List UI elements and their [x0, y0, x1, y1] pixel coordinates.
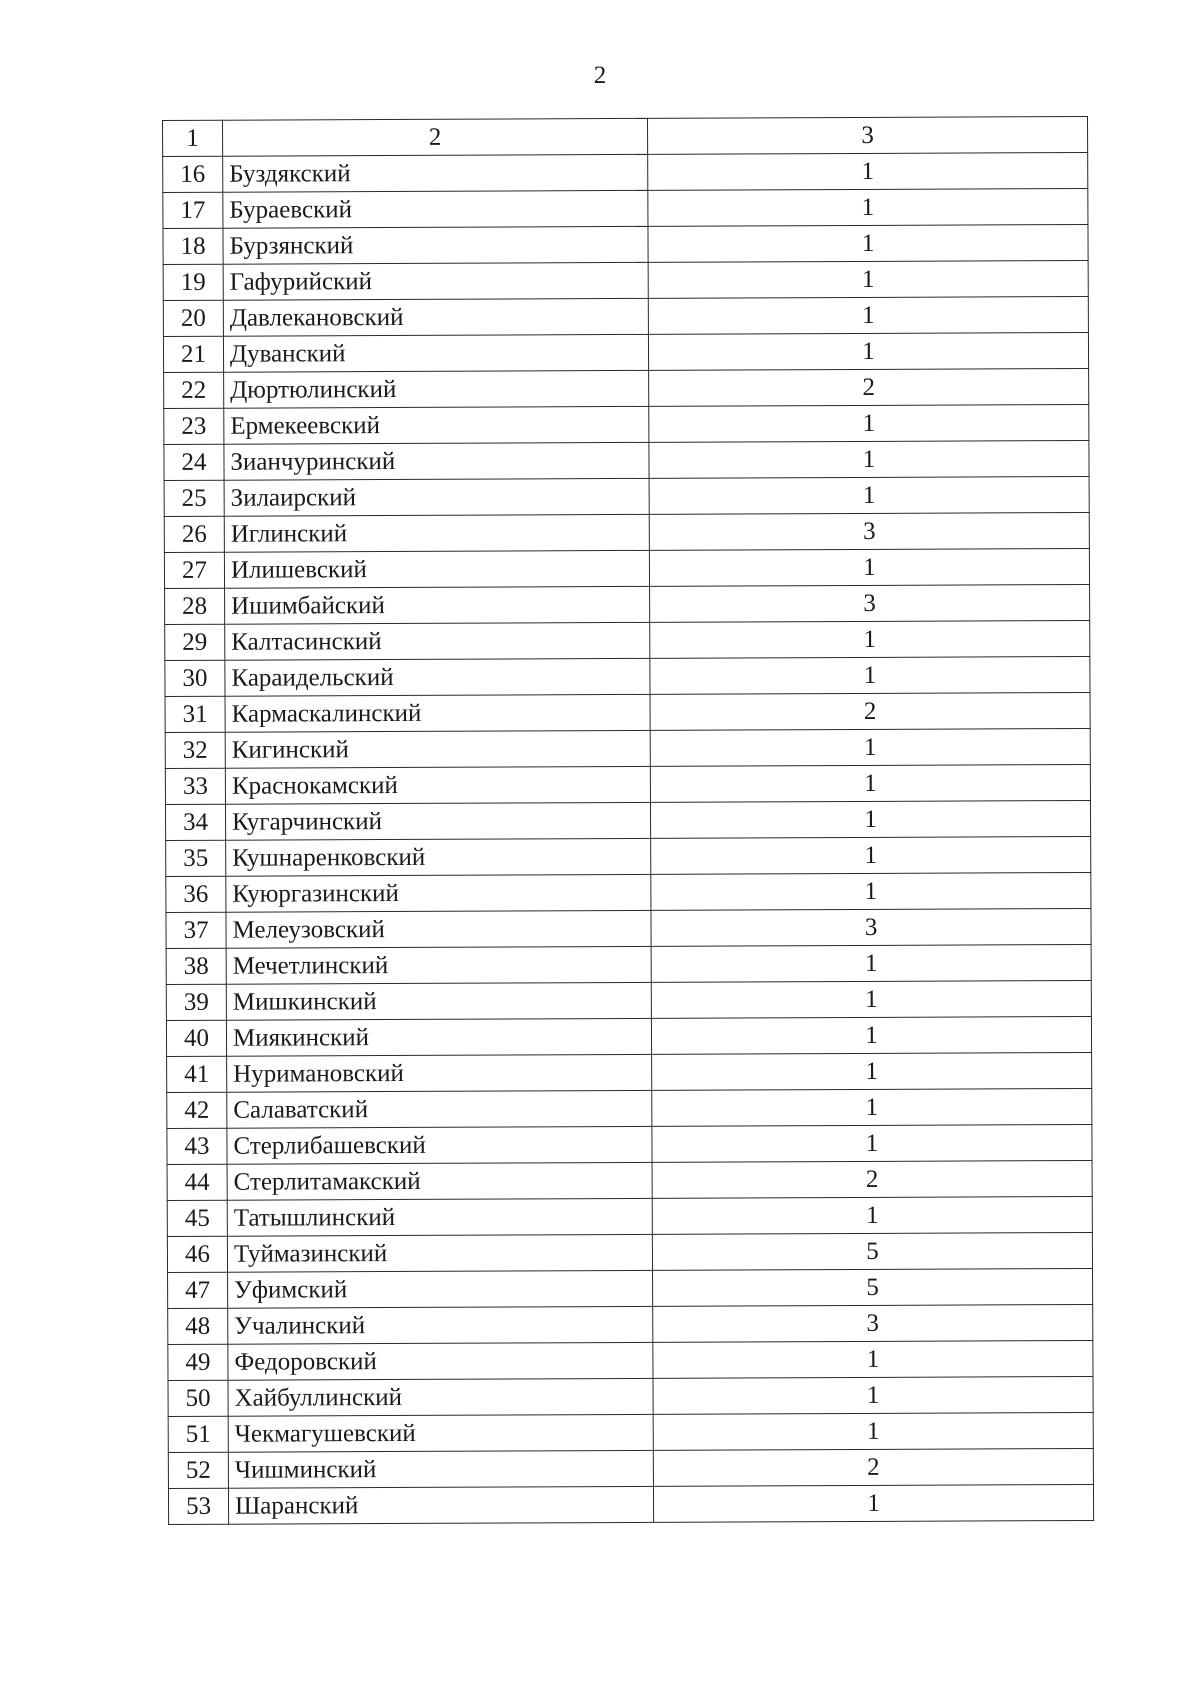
district-name: Хайбуллинский	[228, 1378, 653, 1416]
district-name: Татышлинский	[227, 1198, 652, 1236]
table-row	[167, 1088, 1092, 1128]
row-number: 28	[165, 588, 225, 624]
district-count: 1	[653, 1484, 1093, 1522]
district-count: 1	[648, 332, 1088, 370]
row-number: 29	[165, 624, 225, 660]
district-count: 5	[652, 1232, 1092, 1270]
district-name: Зилаирский	[224, 478, 649, 516]
table-row	[163, 332, 1088, 372]
row-number: 23	[164, 408, 224, 444]
district-name: Ермекеевский	[224, 406, 649, 444]
district-count: 1	[648, 188, 1088, 226]
table-row	[164, 548, 1089, 588]
district-count: 3	[651, 908, 1091, 946]
district-count: 2	[650, 692, 1090, 730]
table-row	[164, 512, 1089, 552]
row-number: 37	[166, 912, 226, 948]
district-count: 1	[650, 728, 1090, 766]
row-number: 41	[167, 1056, 227, 1092]
district-name: Мелеузовский	[226, 910, 651, 948]
row-number: 20	[163, 300, 223, 336]
district-count: 1	[649, 404, 1089, 442]
district-name: Стерлитамакский	[227, 1162, 652, 1200]
row-number: 27	[164, 552, 224, 588]
row-number: 47	[168, 1272, 228, 1308]
table-row	[167, 1124, 1092, 1164]
district-name: Туймазинский	[227, 1234, 652, 1272]
district-count: 1	[650, 620, 1090, 658]
district-count: 1	[648, 224, 1088, 262]
district-table	[162, 116, 1094, 1525]
district-name: Учалинский	[228, 1306, 653, 1344]
district-name: Мишкинский	[226, 982, 651, 1020]
district-count: 1	[650, 800, 1090, 838]
row-number: 44	[167, 1164, 227, 1200]
district-count: 1	[651, 980, 1091, 1018]
row-number: 38	[166, 948, 226, 984]
table-row	[166, 980, 1091, 1020]
table-row	[168, 1484, 1093, 1524]
table-row	[167, 1232, 1092, 1272]
table-row	[165, 692, 1090, 732]
row-number: 35	[166, 840, 226, 876]
table-row	[165, 656, 1090, 696]
district-count: 1	[651, 836, 1091, 874]
district-name: Зианчуринский	[224, 442, 649, 480]
table-row	[165, 764, 1090, 804]
district-name: Чишминский	[228, 1450, 653, 1488]
district-count: 3	[650, 584, 1090, 622]
table-row	[167, 1196, 1092, 1236]
district-count: 1	[648, 152, 1088, 190]
district-name: Салаватский	[227, 1090, 652, 1128]
district-count: 1	[648, 296, 1088, 334]
district-name: Бураевский	[223, 190, 648, 228]
header-cell-1: 1	[163, 120, 223, 156]
row-number: 51	[168, 1416, 228, 1452]
table-row	[163, 152, 1088, 192]
table-body	[163, 116, 1094, 1524]
row-number: 22	[164, 372, 224, 408]
table-row	[167, 1052, 1092, 1092]
row-number: 34	[165, 804, 225, 840]
table-row	[166, 836, 1091, 876]
district-name: Чекмагушевский	[228, 1414, 653, 1452]
row-number: 39	[166, 984, 226, 1020]
table-row	[167, 1160, 1092, 1200]
row-number: 16	[163, 156, 223, 192]
table-header-row	[163, 116, 1088, 156]
header-cell-3: 3	[647, 116, 1087, 154]
district-count: 1	[649, 440, 1089, 478]
district-count: 3	[649, 512, 1089, 550]
table-row	[163, 260, 1088, 300]
table-row	[168, 1268, 1093, 1308]
row-number: 49	[168, 1344, 228, 1380]
district-name: Кигинский	[225, 730, 650, 768]
district-count: 1	[653, 1376, 1093, 1414]
row-number: 32	[165, 732, 225, 768]
district-name: Кугарчинский	[225, 802, 650, 840]
district-name: Калтасинский	[225, 622, 650, 660]
district-name: Дюртюлинский	[224, 370, 649, 408]
row-number: 25	[164, 480, 224, 516]
district-name: Федоровский	[228, 1342, 653, 1380]
district-count: 1	[653, 1412, 1093, 1450]
district-count: 1	[649, 476, 1089, 514]
row-number: 36	[166, 876, 226, 912]
table-row	[163, 296, 1088, 336]
district-name: Кармаскалинский	[225, 694, 650, 732]
table-row	[165, 800, 1090, 840]
row-number: 45	[167, 1200, 227, 1236]
district-name: Краснокамский	[225, 766, 650, 804]
table-row	[164, 404, 1089, 444]
district-count: 1	[651, 872, 1091, 910]
table-row	[166, 944, 1091, 984]
district-count: 1	[652, 1124, 1092, 1162]
table-row	[166, 872, 1091, 912]
table-row	[168, 1304, 1093, 1344]
district-count: 1	[652, 1088, 1092, 1126]
table-row	[168, 1448, 1093, 1488]
table-row	[168, 1340, 1093, 1380]
district-count: 1	[651, 944, 1091, 982]
district-count: 1	[653, 1340, 1093, 1378]
district-name: Стерлибашевский	[227, 1126, 652, 1164]
table-row	[165, 728, 1090, 768]
row-number: 18	[163, 228, 223, 264]
row-number: 19	[163, 264, 223, 300]
district-name: Миякинский	[226, 1018, 651, 1056]
header-cell-2: 2	[223, 118, 648, 156]
table-row	[165, 584, 1090, 624]
district-count: 1	[652, 1052, 1092, 1090]
district-count: 2	[652, 1160, 1092, 1198]
district-name: Давлекановский	[223, 298, 648, 336]
district-count: 1	[652, 1196, 1092, 1234]
row-number: 26	[164, 516, 224, 552]
district-name: Бурзянский	[223, 226, 648, 264]
row-number: 21	[163, 336, 223, 372]
row-number: 43	[167, 1128, 227, 1164]
district-count: 1	[649, 548, 1089, 586]
district-name: Куюргазинский	[226, 874, 651, 912]
table-row	[164, 440, 1089, 480]
table-row	[168, 1412, 1093, 1452]
row-number: 31	[165, 696, 225, 732]
table-row	[163, 224, 1088, 264]
district-name: Иглинский	[224, 514, 649, 552]
district-name: Гафурийский	[223, 262, 648, 300]
district-name: Караидельский	[225, 658, 650, 696]
table-row	[166, 1016, 1091, 1056]
page-number: 2	[593, 62, 607, 89]
table-row	[165, 620, 1090, 660]
table-row	[168, 1376, 1093, 1416]
row-number: 33	[165, 768, 225, 804]
row-number: 24	[164, 444, 224, 480]
row-number: 30	[165, 660, 225, 696]
district-count: 1	[651, 1016, 1091, 1054]
district-count: 5	[653, 1268, 1093, 1306]
row-number: 52	[168, 1452, 228, 1488]
row-number: 42	[167, 1092, 227, 1128]
table-row	[164, 368, 1089, 408]
table-row	[163, 188, 1088, 228]
district-name: Мечетлинский	[226, 946, 651, 984]
district-name: Шаранский	[228, 1486, 653, 1524]
table-row	[166, 908, 1091, 948]
district-name: Илишевский	[224, 550, 649, 588]
district-name: Ишимбайский	[225, 586, 650, 624]
row-number: 53	[168, 1488, 228, 1524]
district-name: Дуванский	[223, 334, 648, 372]
district-count: 3	[653, 1304, 1093, 1342]
district-name: Кушнаренковский	[226, 838, 651, 876]
row-number: 48	[168, 1308, 228, 1344]
district-count: 2	[653, 1448, 1093, 1486]
row-number: 46	[167, 1236, 227, 1272]
table-row	[164, 476, 1089, 516]
row-number: 17	[163, 192, 223, 228]
district-count: 1	[650, 764, 1090, 802]
district-name: Буздякский	[223, 154, 648, 192]
district-count: 2	[649, 368, 1089, 406]
row-number: 40	[166, 1020, 226, 1056]
district-name: Нуримановский	[227, 1054, 652, 1092]
row-number: 50	[168, 1380, 228, 1416]
district-count: 1	[648, 260, 1088, 298]
district-count: 1	[650, 656, 1090, 694]
district-name: Уфимский	[228, 1270, 653, 1308]
